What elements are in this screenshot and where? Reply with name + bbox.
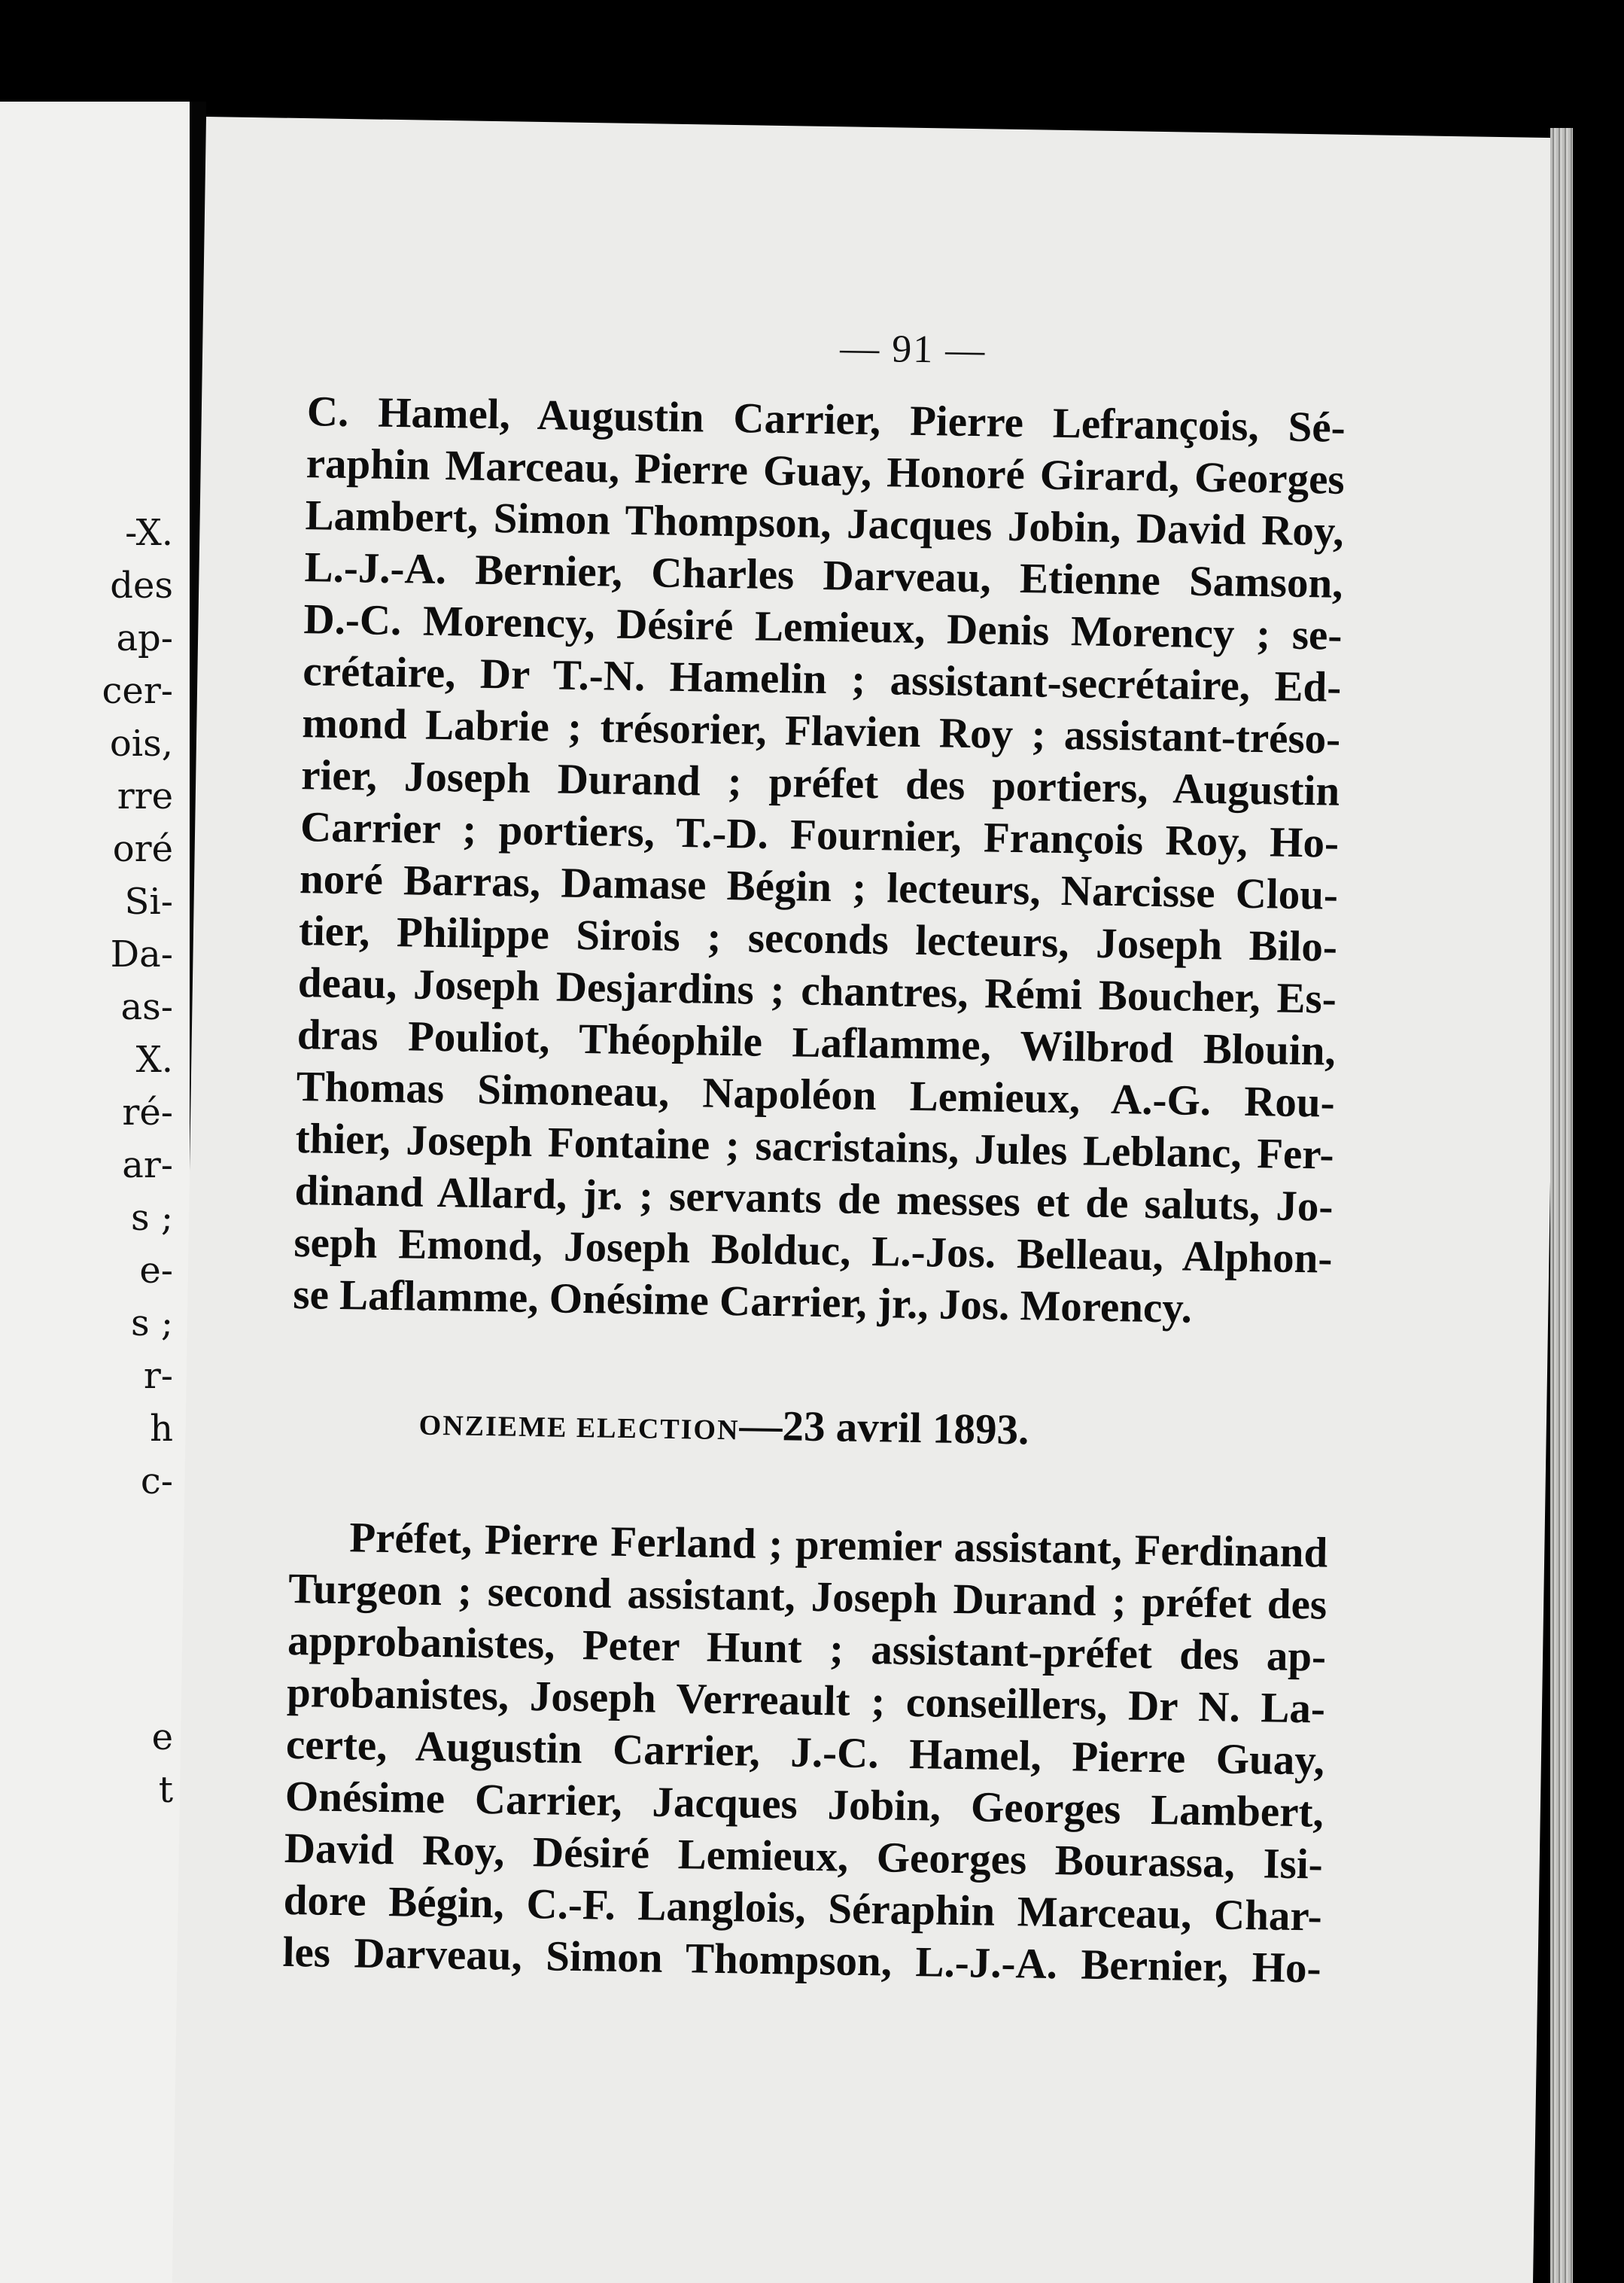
left-fragment-line: Da-: [110, 933, 173, 976]
text-line: Préfet, Pierre Ferland ; premier assistant, Ferdinand: [348, 1514, 1328, 1577]
text-line: thier, Joseph Fontaine ; sacristains, Jules Leblanc, Fer-: [295, 1115, 1335, 1179]
text-line: certe, Augustin Carrier, J.-C. Hamel, Pierre Guay,: [285, 1720, 1325, 1785]
heading-date: —23 avril 1893.: [739, 1402, 1029, 1454]
text-line: mond Labrie ; trésorier, Flavien Roy ; assistant-tréso-: [301, 699, 1341, 763]
left-fragment-line: rre: [117, 775, 173, 817]
text-line: se Laflamme, Onésime Carrier, jr., Jos. Morency.: [292, 1271, 1193, 1332]
text-line: David Roy, Désiré Lemieux, Georges Bourassa, Isi-: [284, 1824, 1324, 1889]
left-fragment-line: Si-: [124, 881, 173, 923]
text-line: C. Hamel, Augustin Carrier, Pierre Lefrançois, Sé-: [306, 388, 1346, 452]
left-fragment-line: ar-: [122, 1144, 173, 1186]
text-line: seph Emond, Joseph Bolduc, L.-Jos. Belleau, Alphon-: [293, 1219, 1333, 1283]
left-fragment-line: cer-: [102, 670, 173, 712]
left-fragment-line: e-: [139, 1250, 173, 1292]
heading-caps: ONZIEME ELECTION: [418, 1409, 740, 1447]
text-line: Thomas Simoneau, Napoléon Lemieux, A.-G. Rou-: [296, 1063, 1336, 1127]
text-line: deau, Joseph Desjardins ; chantres, Rémi Boucher, Es-: [297, 959, 1337, 1023]
text-line: dore Bégin, C.-F. Langlois, Séraphin Marceau, Char-: [283, 1876, 1323, 1941]
left-fragment-line: h: [150, 1408, 173, 1450]
book-page: [172, 117, 1567, 2283]
text-line: D.-C. Morency, Désiré Lemieux, Denis Morency ; se-: [303, 595, 1343, 659]
left-fragment-line: ap-: [116, 617, 173, 659]
text-line: approbanistes, Peter Hunt ; assistant-préfet des ap-: [287, 1616, 1327, 1681]
left-fragment-line: ré-: [122, 1091, 173, 1134]
left-fragment-line: oré: [112, 828, 173, 870]
text-line: Lambert, Simon Thompson, Jacques Jobin, David Roy,: [305, 492, 1345, 556]
text-line: Turgeon ; second assistant, Joseph Durand ; préfet des: [287, 1564, 1327, 1629]
text-line: tier, Philippe Sirois ; seconds lecteurs, Joseph Bilo-: [298, 907, 1338, 971]
text-line: crétaire, Dr T.-N. Hamelin ; assistant-secrétaire, Ed-: [302, 647, 1342, 711]
left-fragment-line: ois,: [109, 723, 173, 765]
left-fragment-line: s ;: [130, 1197, 173, 1239]
section-heading-onzieme-election: [418, 1396, 1029, 1455]
text-line: L.-J.-A. Bernier, Charles Darveau, Etienne Samson,: [304, 543, 1343, 607]
left-fragment-line: -X.: [125, 512, 173, 554]
text-line: raphin Marceau, Pierre Guay, Honoré Girard, Georges: [306, 440, 1346, 504]
page-number: — 91 —: [839, 327, 987, 373]
left-fragment-line: s ;: [130, 1302, 173, 1344]
paragraph-officers-list: [293, 385, 1346, 1337]
left-fragment-line: r-: [143, 1355, 173, 1397]
left-fragment-line: e: [151, 1716, 173, 1758]
text-line: dras Pouliot, Théophile Laflamme, Wilbrod Blouin,: [297, 1011, 1337, 1075]
text-line: les Darveau, Simon Thompson, L.-J.-A. Bernier, Ho-: [282, 1928, 1322, 1992]
left-fragment-line: t: [158, 1769, 173, 1811]
text-line: Onésime Carrier, Jacques Jobin, Georges Lambert,: [284, 1772, 1324, 1837]
left-fragment-line: as-: [120, 986, 173, 1028]
page-edges: [1550, 128, 1573, 2283]
left-fragment-line: c-: [140, 1460, 173, 1502]
text-line: Carrier ; portiers, T.-D. Fournier, François Roy, Ho-: [300, 803, 1340, 867]
text-line: dinand Allard, jr. ; servants de messes et de saluts, Jo-: [294, 1167, 1334, 1231]
paragraph-election-officers: [282, 1511, 1328, 1995]
text-line: probanistes, Joseph Verreault ; conseillers, Dr N. La-: [286, 1668, 1326, 1733]
left-page-fragment: [0, 102, 190, 2283]
text-line: rier, Joseph Durand ; préfet des portiers, Augustin: [300, 751, 1340, 815]
left-fragment-line: X.: [135, 1039, 173, 1081]
left-fragment-line: des: [110, 565, 173, 607]
text-line: noré Barras, Damase Bégin ; lecteurs, Narcisse Clou-: [299, 855, 1339, 919]
